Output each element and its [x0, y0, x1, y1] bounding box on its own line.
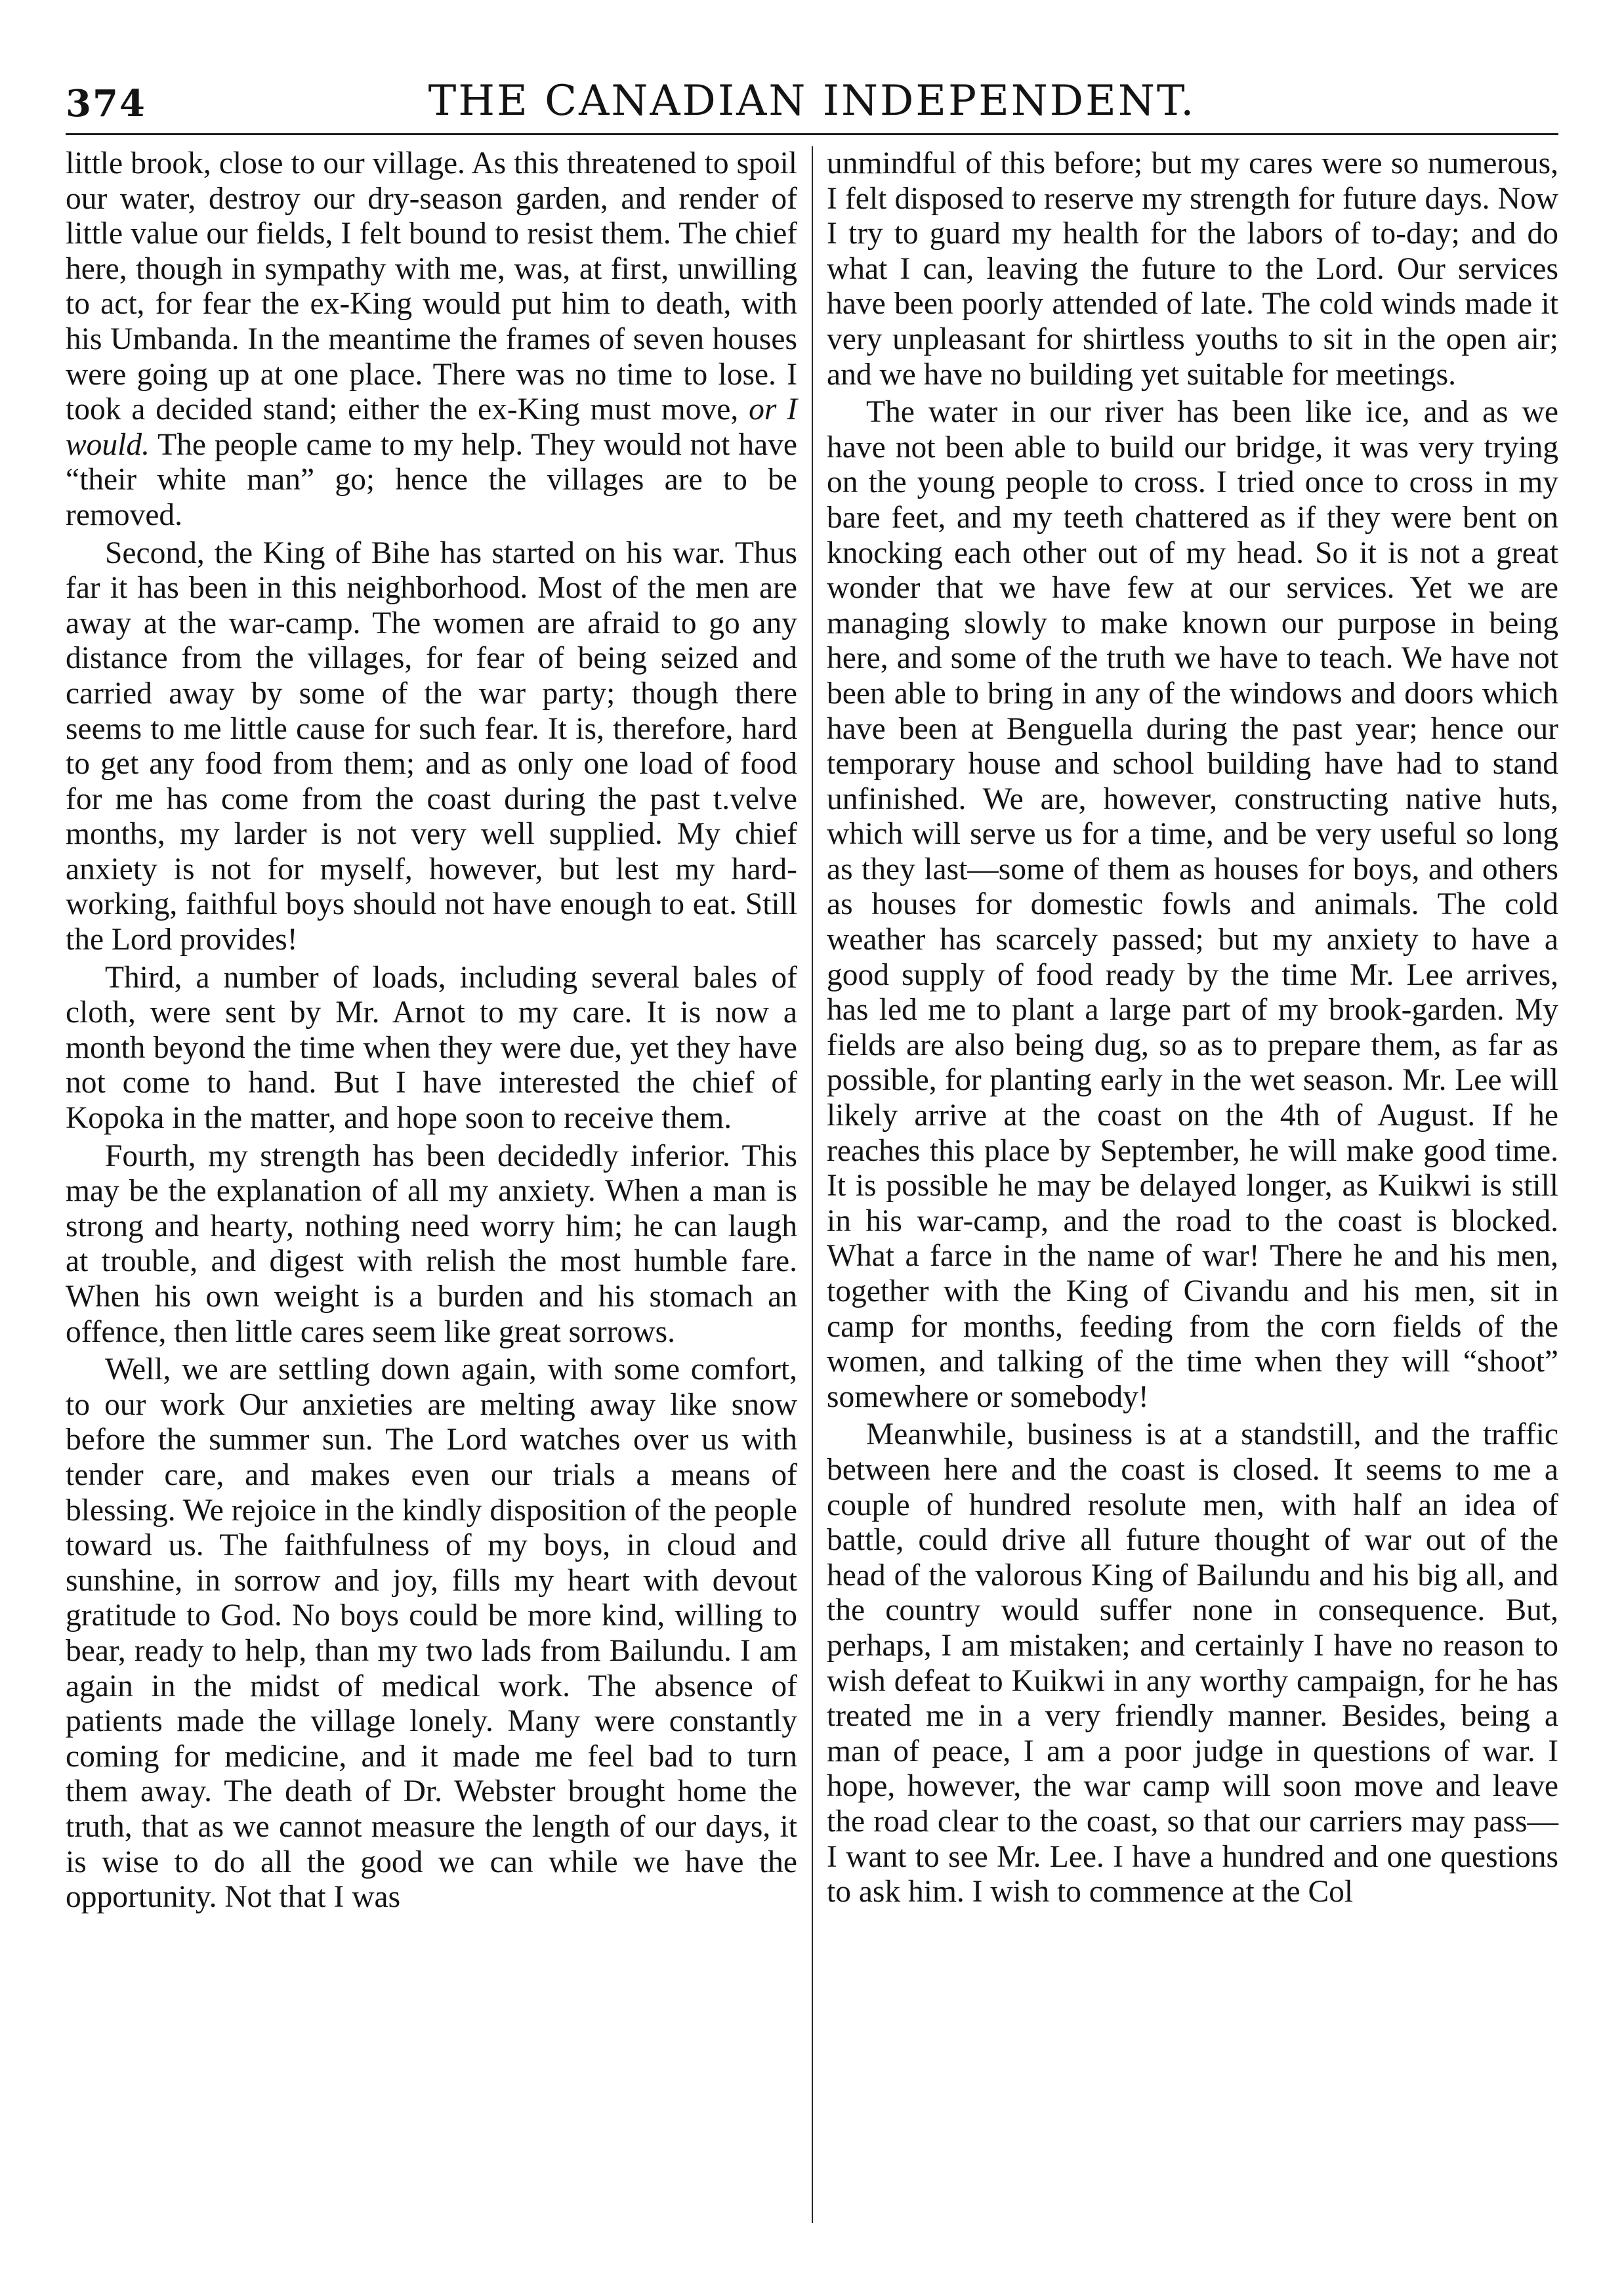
paragraph: Third, a number of loads, including several bales of cloth, were sent by Mr. Arnot to my care. It is now a month beyond the time when they were due, yet they have not come to hand. But I have interested the chief of Kopoka in the matter, and hope soon to receive them.	[66, 960, 797, 1136]
page-number: 374	[66, 82, 146, 125]
paragraph	[66, 146, 797, 533]
left-column	[66, 146, 797, 1915]
column-divider	[812, 146, 813, 2223]
paragraph: Well, we are settling down again, with some comfort, to our work Our anxieties are melting away like snow before the summer sun. The Lord watches over us with tender care, and makes even our trials a means of blessing. We rejoice in the kindly disposition of the people toward us. The faithfulness of my boys, in cloud and sunshine, in sorrow and joy, fills my heart with devout gratitude to God. No boys could be more kind, willing to bear, ready to help, than my two lads from Bailundu. I am again in the midst of medical work. The absence of patients made the village lonely. Many were constantly coming for medicine, and it made me feel bad to turn them away. The death of Dr. Webster brought home the truth, that as we cannot measure the length of our days, it is wise to do all the good we can while we have the opportunity. Not that I was	[66, 1352, 797, 1915]
paragraph-text: The people came to my help. They would not have “their white man” go; hence the villages are to be removed.	[66, 427, 797, 532]
text-columns	[66, 146, 1558, 2220]
paragraph: Meanwhile, business is at a standstill, and the traffic between here and the coast is closed. It seems to me a couple of hundred resolute men, with half an idea of battle, could drive all future thought of war out of the head of the valorous King of Bailundu and his big all, and the country would suffer none in consequence. But, perhaps, I am mistaken; and certainly I have no reason to wish defeat to Kuikwi in any worthy campaign, for he has treated me in a very friendly manner. Besides, being a man of peace, I am a poor judge in questions of war. I hope, however, the war camp will soon move and leave the road clear to the coast, so that our carriers may pass—I want to see Mr. Lee. I have a hundred and one questions to ask him. I wish to commence at the Col	[827, 1417, 1558, 1909]
emphasis-text: or I would.	[66, 392, 798, 462]
journal-title: THE CANADIAN INDEPENDENT.	[428, 77, 1196, 125]
paragraph: Second, the King of Bihe has started on his war. Thus far it has been in this neighborhood. Most of the men are away at the war-camp. The women are afraid to go any distance from the villages, for fear of being seized and carried away by some of the war party; though there seems to me little cause for such fear. It is, therefore, hard to get any food from them; and as only one load of food for me has come from the coast during the past t.velve months, my larder is not very well supplied. My chief anxiety is not for myself, however, but lest my hard-working, faithful boys should not have enough to eat. Still the Lord provides!	[66, 535, 797, 957]
document-page	[66, 62, 1558, 2228]
paragraph: unmindful of this before; but my cares were so numerous, I felt disposed to reserve my strength for future days. Now I try to guard my health for the labors of to-day; and do what I can, leaving the future to the Lord. Our services have been poorly attended of late. The cold winds made it very unpleasant for shirtless youths to sit in the open air; and we have no building yet suitable for meetings.	[827, 146, 1558, 392]
right-column	[827, 146, 1558, 1910]
page-header	[66, 62, 1558, 141]
header-rule	[66, 133, 1558, 135]
paragraph-text: little brook, close to our village. As this threatened to spoil our water, destroy our dry-season garden, and render of little value our fields, I felt bound to resist them. The chief here, though in sympathy with me, was, at first, unwilling to act, for fear the ex-King would put him to death, with his Umbanda. In the meantime the frames of seven houses were going up at one place. There was no time to lose. I took a decided stand; either the ex-King must move,	[66, 146, 797, 427]
paragraph: Fourth, my strength has been decidedly inferior. This may be the explanation of all my anxiety. When a man is strong and hearty, nothing need worry him; he can laugh at trouble, and digest with relish the most humble fare. When his own weight is a burden and his stomach an offence, then little cares seem like great sorrows.	[66, 1138, 797, 1349]
paragraph: The water in our river has been like ice, and as we have not been able to build our bridge, it was very trying on the young people to cross. I tried once to cross in my bare feet, and my teeth chattered as if they were bent on knocking each other out of my head. So it is not a great wonder that we have few at our services. Yet we are managing slowly to make known our purpose in being here, and some of the truth we have to teach. We have not been able to bring in any of the windows and doors which have been at Benguella during the past year; hence our temporary house and school building have had to stand unfinished. We are, however, constructing native huts, which will serve us for a time, and be very useful so long as they last—some of them as houses for boys, and others as houses for domestic fowls and animals. The cold weather has scarcely passed; but my anxiety to have a good supply of food ready by the time Mr. Lee arrives, has led me to plant a large part of my brook-garden. My fields are also being dug, so as to prepare them, as far as possible, for planting early in the wet season. Mr. Lee will likely arrive at the coast on the 4th of August. If he reaches this place by September, he will make good time. It is possible he may be delayed longer, as Kuikwi is still in his war-camp, and the road to the coast is blocked. What a farce in the name of war! There he and his men, together with the King of Civandu and his men, sit in camp for months, feeding from the corn fields of the women, and talking of the time when they will “shoot” somewhere or somebody!	[827, 395, 1558, 1414]
